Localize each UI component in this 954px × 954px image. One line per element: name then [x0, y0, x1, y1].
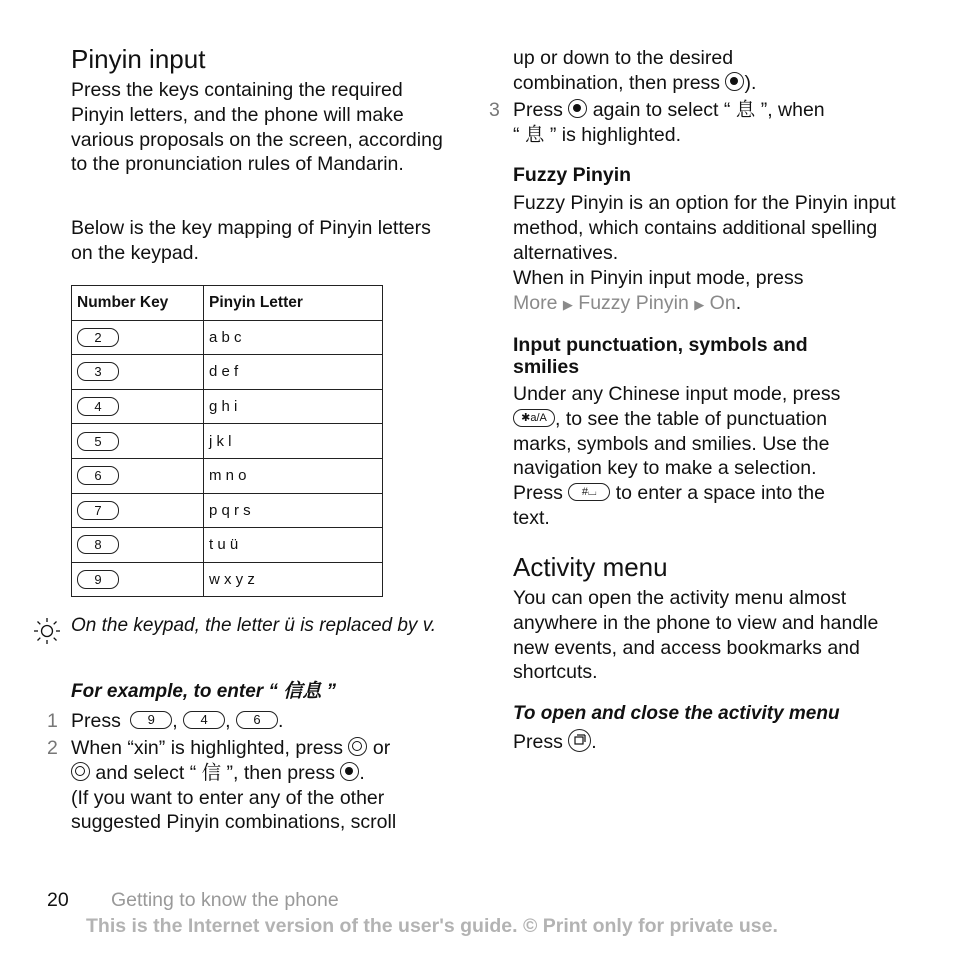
select-key-icon	[340, 762, 359, 781]
pinyin-intro: Press the keys containing the required Pinyin letters, and the phone will make various proposals on the screen, according to the pronunciation rules of Mandarin.	[71, 79, 443, 176]
punctuation-body	[513, 382, 898, 531]
step-2-continued	[513, 46, 898, 96]
tip-bulb-icon	[32, 616, 62, 646]
menu-path-on[interactable]: On	[709, 292, 736, 314]
letters-cell: a b c	[204, 320, 383, 355]
letters-cell: m n o	[204, 458, 383, 493]
step-text: or	[372, 737, 391, 759]
letters-cell: d e f	[204, 355, 383, 390]
letters-cell: p q r s	[204, 493, 383, 528]
tip-text: On the keypad, the letter ü is replaced by v.	[71, 615, 437, 636]
body-text: marks, symbols and smilies. Use the	[513, 432, 830, 455]
table-row	[72, 355, 383, 390]
step-number: 2	[47, 737, 58, 759]
body-text: to enter a space into the	[615, 482, 825, 505]
activity-howto-heading: To open and close the activity menu	[513, 703, 840, 724]
section-title-pinyin: Pinyin input	[71, 44, 206, 74]
example-heading: For example, to enter “ 信息 ”	[71, 681, 336, 702]
step-text: ).	[744, 71, 757, 94]
table-row	[72, 493, 383, 528]
navigation-key-icon	[71, 762, 90, 781]
key-icon: 8	[77, 535, 119, 554]
step-text: up or down to the desired	[513, 47, 734, 69]
step-number: 3	[489, 99, 500, 121]
table-header-row	[72, 286, 383, 321]
fuzzy-pinyin-body: Fuzzy Pinyin is an option for the Pinyin input method, which contains additional spelling alternatives.	[513, 192, 896, 264]
key-icon: 7	[77, 501, 119, 520]
table-row	[72, 389, 383, 424]
sentence-end: .	[735, 292, 742, 314]
table-row	[72, 562, 383, 597]
body-text: Under any Chinese input mode, press	[513, 383, 841, 405]
step-text: (If you want to enter any of the other suggested Pinyin combinations, scroll	[71, 786, 397, 834]
select-key-icon	[348, 737, 367, 756]
activity-press-line	[513, 730, 597, 755]
letters-cell: w x y z	[204, 562, 383, 597]
body-text: Press	[513, 482, 563, 505]
key-icon: 4	[77, 397, 119, 416]
activity-menu-key-icon	[568, 729, 591, 752]
step-2	[47, 736, 456, 835]
step-number: 1	[47, 710, 58, 732]
step-text: Press	[71, 710, 121, 732]
punctuation-heading: Input punctuation, symbols and smilies	[513, 334, 808, 378]
letters-cell: g h i	[204, 389, 383, 424]
select-key-icon	[568, 99, 587, 118]
sentence-end: .	[591, 731, 597, 753]
body-text: navigation key to make a selection.	[513, 457, 817, 480]
select-key-icon	[725, 72, 744, 91]
step-text: again to select “ 息 ”, when	[592, 99, 825, 121]
step-end: .	[277, 710, 284, 732]
key-icon: 3	[77, 362, 119, 381]
separator: ,	[172, 710, 178, 732]
mapping-intro: Below is the key mapping of Pinyin letters on the keypad.	[71, 217, 431, 264]
step-text: combination, then press	[513, 71, 721, 94]
arrow-right-icon: ▶	[562, 297, 573, 312]
key-icon: 2	[77, 328, 119, 347]
key-6-icon: 6	[236, 711, 278, 729]
menu-path-more[interactable]: More	[513, 292, 558, 314]
internet-version-notice: This is the Internet version of the user's guide. © Print only for private use.	[86, 915, 778, 937]
activity-menu-body: You can open the activity menu almost anywhere in the phone to view and handle new events, and access bookmarks and shortcuts.	[513, 587, 879, 684]
body-text: , to see the table of punctuation	[555, 407, 828, 430]
step-3	[489, 98, 898, 148]
fuzzy-pinyin-heading: Fuzzy Pinyin	[513, 164, 632, 186]
menu-path-fuzzy-pinyin[interactable]: Fuzzy Pinyin	[578, 292, 689, 314]
key-4-icon: 4	[183, 711, 225, 729]
letters-cell: t u ü	[204, 528, 383, 563]
body-text: Press	[513, 731, 563, 753]
table-row	[72, 424, 383, 459]
step-text: .	[359, 761, 365, 784]
step-text: “ 息 ” is highlighted.	[513, 123, 681, 146]
step-1	[47, 709, 284, 734]
letters-cell: j k l	[204, 424, 383, 459]
body-text: text.	[513, 506, 550, 529]
key-icon: 6	[77, 466, 119, 485]
key-mapping-table	[71, 285, 383, 597]
section-footer: Getting to know the phone	[111, 889, 339, 911]
header-pinyin-letter: Pinyin Letter	[204, 286, 383, 321]
key-icon: 5	[77, 432, 119, 451]
table-row	[72, 528, 383, 563]
arrow-right-icon: ▶	[694, 297, 705, 312]
key-icon: 9	[77, 570, 119, 589]
step-text: Press	[513, 99, 563, 121]
step-text: and select “ 信 ”, then press	[95, 761, 335, 784]
separator: ,	[225, 710, 231, 732]
hash-key-icon: #⌴	[568, 483, 610, 501]
page-number: 20	[47, 889, 69, 911]
section-title-activity-menu: Activity menu	[513, 552, 668, 582]
key-9-icon: 9	[130, 711, 172, 729]
fuzzy-pinyin-when: When in Pinyin input mode, press	[513, 267, 804, 289]
step-text: When “xin” is highlighted, press	[71, 737, 344, 759]
header-number-key: Number Key	[72, 286, 204, 321]
fuzzy-pinyin-path	[513, 291, 741, 318]
table-row	[72, 320, 383, 355]
table-row	[72, 458, 383, 493]
star-key-icon: ✱a/A	[513, 409, 555, 427]
